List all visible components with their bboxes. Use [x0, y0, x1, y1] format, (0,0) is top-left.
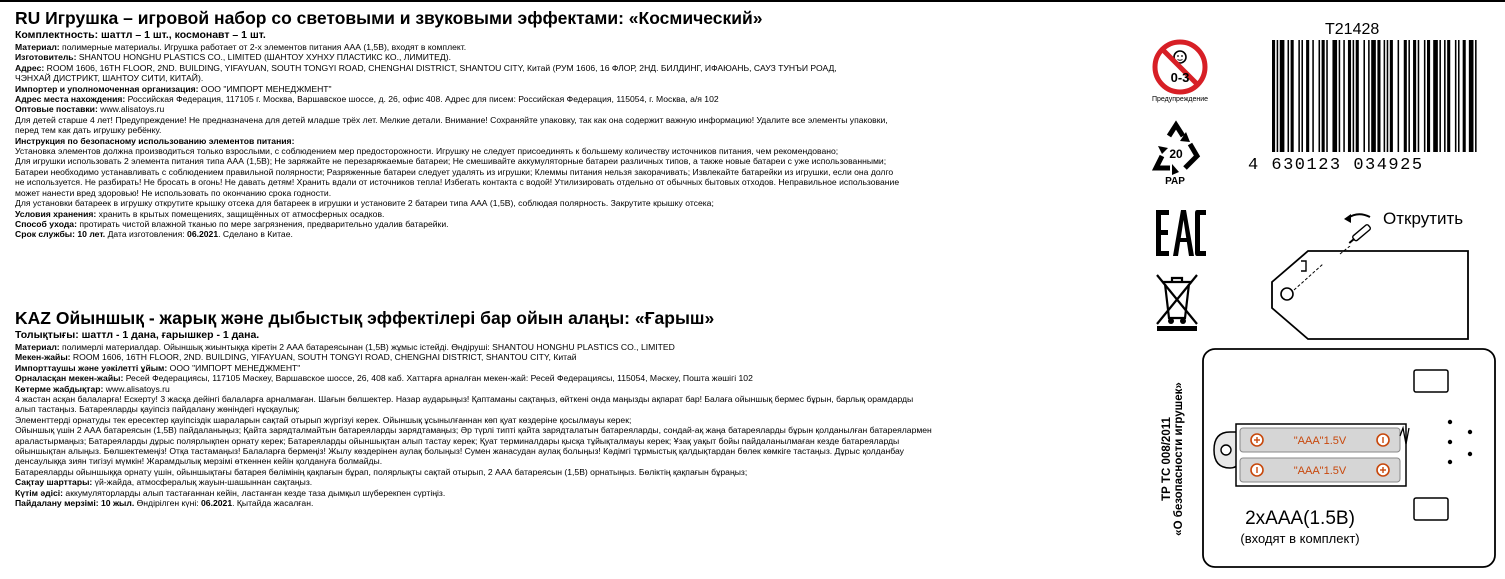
kz-warning-2: алып тастаңыз. Батареяларды қауіпсіз пайдалану жөніндегі нұсқаулық:	[15, 404, 300, 415]
kz-care: Күтім әдісі: аккумуляторларды алып тастағаннан кейін, ластанған кезде таза дымқыл шүберекпен сүртіңіз.	[15, 487, 446, 498]
ru-material: Материал: полимерные материалы. Игрушка работает от 2-х элементов питания ААА (1,5В), входят в комплект.	[15, 42, 467, 52]
recycle-mark	[1150, 120, 1202, 183]
ru-address: Адрес: ROOM 1606, 16TH FLOOR, 2ND. BUILDING, YIFAYUAN, SOUTH TONGYI ROAD, CHENGHAI DISTRICT, SHANTOU CITY, Китай (РУМ 1606, 16 ФЛОР, 2НД. БИЛДИНГ, ИФАЮАНЬ, САУЗ ТУНЪИ РОАД,	[15, 62, 837, 73]
ru-care: Способ ухода: протирать чистой влажной тканью по мере загрязнения, предварительно удалив батарейки.	[15, 218, 449, 229]
age-range-text: 0-3	[1170, 70, 1190, 85]
ru-install: Для установки батареек в игрушку открутите крышку отсека для батареек в игрушки и установите 2 батареи типа ААА (1,5В), соблюдая полярность. Закрутите крышку отсека;	[15, 198, 714, 209]
battery-bottom-label: "AAA"1.5V	[1293, 465, 1347, 477]
kz-wholesale: Көтерме жабдықтар: www.alisatoys.ru	[15, 383, 170, 394]
kz-battery-2: Ойыншық үшін 2 ААА батареясын (1,5В) пайдаланыңыз; Қайта зарядталмайтын батареяларды зарядтамаңыз; Әр түрлі типті қайта зарядталатын батареяларды, сондай-ақ жаңа батареяларды бұрын қолданылған батареялармен	[15, 425, 932, 436]
ru-battery-4: не используется. Не разбирать! Не бросать в огонь! Не давать детям! Хранить вдали от источников тепла! Избегать контакта с водой! Утилизировать отдельно от обычных бытовых отходов. Неправильное использование	[15, 177, 900, 188]
battery-count: 2хААА(1.5В)	[1245, 508, 1355, 529]
recycle-number: 20	[1169, 147, 1183, 161]
ru-storage: Условия хранения: хранить в крытых помещениях, защищённых от атмосферных осадков.	[15, 208, 385, 219]
kz-title: KAZ Ойыншық - жарық және дыбыстық эффектілері бар ойын алаңы: «Ғарыш»	[15, 308, 715, 328]
kz-warning-1: 4 жастан асқан балаларға! Ескерту! 3 жасқа дейінгі балаларға арналмаған. Шағын бөлшектер. Назар аударыңыз! Қаптаманы сақтаңыз, өйткені онда маңызды ақпарат бар! Балаға ойыншық бермес бұрын, барлық орамдарды	[15, 394, 914, 405]
top-border	[0, 0, 1505, 2]
ru-title: RU Игрушка – игровой набор со световыми и звуковыми эффектами: «Космический»	[15, 8, 763, 28]
eac-icon	[1155, 208, 1207, 258]
age-warning-icon	[1149, 38, 1211, 96]
ru-address-cont: ЧЭНХАЙ ДИСТРИКТ, ШАНТОУ СИТИ, КИТАЙ).	[15, 73, 204, 84]
kz-importer: Импорттаушы және уәкілетті ұйым: ООО "ИМПОРТ МЕНЕДЖМЕНТ"	[15, 362, 301, 373]
age-warning-caption: Предупреждение	[1151, 96, 1209, 103]
kz-storage: Сақтау шарттары: үй-жайда, атмосфералық жауын-шашыннан сақтаңыз.	[15, 477, 313, 488]
ru-battery-5: может нанести вред здоровью! Не использовать по окончанию срока годности.	[15, 187, 332, 198]
ru-battery-1: Установка элементов должна производиться только взрослыми, с соблюдением мер предосторожности. Игрушку не следует присоединять к большему количеству источников питания, чем рекомендовано;	[15, 146, 839, 157]
battery-cover-diagram	[1268, 246, 1474, 344]
screwdriver-icon	[1320, 210, 1382, 246]
ru-section	[15, 8, 1135, 240]
barcode-image	[1268, 40, 1494, 156]
ru-manufacturer: Изготовитель: SHANTOU HONGHU PLASTICS CO., LIMITED (ШАНТОУ ХУНХУ ПЛАСТИКС КО., ЛИМИТЕД).	[15, 52, 451, 63]
kz-install: Батареяларды ойыншыққа орнату үшін, ойыншықтағы батарея бөлімінің қақпағын бұрап, полярлықты сақтай отырып, 2 ААА батареясын (1,5В) орнатыңыз. Бөліктің қақпағын бұраңыз;	[15, 466, 748, 477]
ru-location: Адрес места нахождения: Российская Федерация, 117105 г. Москва, Варшавское шоссе, д. 26, офис 408. Адрес для писем: Российская Федерация, 115054, г. Москва, а/я 102	[15, 94, 719, 105]
unscrew-label: Открутить	[1383, 209, 1464, 228]
ru-battery-3: Батареи необходимо устанавливать с соблюдением правильной полярности; Разряженные батареи следует удалять из игрушки; Клеммы питания нельзя закорачивать; Извлекайте батарейки из игрушки, если она долго	[15, 166, 894, 177]
tr-tc-line1: ТР ТС 008/2011	[1161, 417, 1173, 501]
crossed-bin-icon	[1152, 270, 1202, 332]
battery-top	[1240, 428, 1400, 452]
kz-life: Пайдалану мерзімі: 10 жыл. Өндірілген күні: 06.2021. Қытайда жасалған.	[15, 498, 314, 509]
barcode-digits: 4 630123 034925	[1248, 156, 1424, 175]
ru-warning-2: перед тем как дать игрушку ребёнку.	[15, 125, 162, 136]
ru-battery-heading: Инструкция по безопасному использованию элементов питания:	[15, 135, 295, 146]
weee-mark	[1152, 270, 1202, 337]
kz-battery-4: ойыншықтан алыңыз. Бөлшектемеңіз! Отқа тастамаңыз! Балаларға бермеңіз! Жылу көздерінен аулақ болыңыз! Сумен жанасудан аулақ болыңыз! Кәдімгі тұрмыстық қалдықтардан бөлек көмкіге тастаңыз. Дұрыс қолданбау	[15, 446, 904, 457]
ru-life: Срок службы: 10 лет. Дата изготовления: 06.2021. Сделано в Китае.	[15, 229, 293, 240]
ru-wholesale: Оптовые поставки: www.alisatoys.ru	[15, 104, 165, 115]
ru-importer: Импортер и уполномоченная организация: ООО "ИМПОРТ МЕНЕДЖМЕНТ"	[15, 83, 332, 94]
kz-completeness: Толықтығы: шаттл - 1 дана, ғарышкер - 1 дана.	[15, 329, 260, 341]
tr-tc-line2: «О безопасности игрушек»	[1173, 382, 1185, 536]
kz-section	[15, 308, 1135, 509]
kz-location: Орналасқан мекен-жайы: Ресей Федерациясы, 117105 Мәскеу, Варшавское шоссе, 26, 408 каб. Хаттарға арналған мекен-жай: Ресей Федерациясы, 115054, Мәскеу, Пошта жәшігі 102	[15, 373, 753, 384]
eac-mark	[1155, 208, 1207, 263]
age-warning	[1140, 38, 1220, 103]
recycle-code: PAP	[1165, 176, 1185, 187]
kz-battery-3: араластырмаңыз; Батареяларды дұрыс полярлықпен орнату керек; Батареяларды ойыншықтан алып тастау керек; Қуат терминалдары қысқа тұйықталмауы керек; Ұзақ уақыт бойы пайдаланылмаған кезде батареяларды	[15, 435, 900, 446]
battery-top-label: "AAA"1.5V	[1293, 435, 1347, 447]
recycle-icon	[1150, 120, 1202, 178]
ru-completeness: Комплектность: шаттл – 1 шт., космонавт – 1 шт.	[15, 29, 266, 41]
tr-tc-mark	[1148, 352, 1185, 572]
kz-material: Материал: полимерлі материалдар. Ойыншық жиынтыққа кіретін 2 ААА батареясынан (1,5В) жұмыс істейді. Өндіруші: SHANTOU HONGHU PLASTICS CO., LIMITED	[15, 342, 675, 352]
battery-bottom	[1240, 458, 1400, 482]
barcode-article: T21428	[1325, 21, 1380, 38]
battery-included: (входят в комплект)	[1240, 531, 1360, 546]
ru-battery-2: Для игрушки использовать 2 элемента питания типа ААА (1,5В); Не заряжайте не перезаряжаемые батареи; Не смешивайте аккумуляторные батареи различных типов, а также новые батареи с уже использованными;	[15, 156, 887, 167]
kz-battery-5: денсаулыққа зиян тигізуі мүмкін! Жарамдылық мерзімі өткеннен кейін қолдануға болмайды.	[15, 456, 383, 467]
kz-address: Мекен-жайы: ROOM 1606, 16TH FLOOR, 2ND. BUILDING, YIFAYUAN, SOUTH TONGYI ROAD, CHENGHAI DISTRICT, SHANTOU CITY, Китай	[15, 352, 577, 363]
ru-warning-1: Для детей старше 4 лет! Предупреждение! Не предназначена для детей младше трёх лет. Мелкие детали. Внимание! Сохраняйте упаковку, так как она содержит важную информацию! Удалите все элементы упаковки,	[15, 114, 888, 125]
kz-battery-1: Элементтерді орнатуды тек ересектер қауіпсіздік шараларын сақтай отырып жүргізуі керек. Ойыншық ұсынылғаннан көп қуат көздеріне қосылмауы керек;	[15, 414, 632, 425]
